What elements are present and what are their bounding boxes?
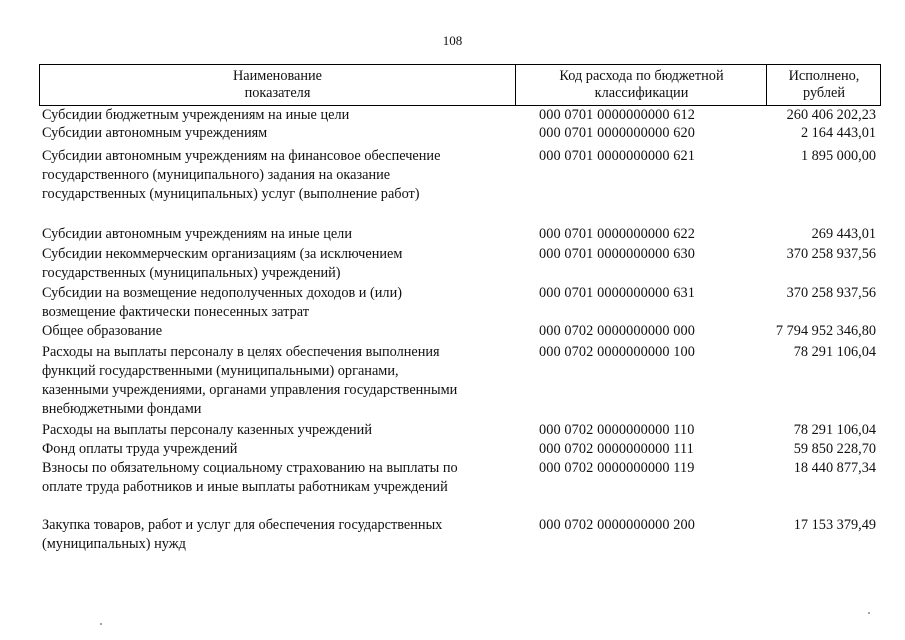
- header-name-line2: показателя: [244, 85, 311, 101]
- row-name: [42, 421, 517, 440]
- row-name: [42, 124, 517, 143]
- row-code: 000 0702 0000000000 110: [539, 422, 695, 438]
- row-name-line: внебюджетными фондами: [42, 401, 202, 417]
- row-name-line: государственных (муниципальных) услуг (выполнение работ): [42, 186, 420, 202]
- header-name-line1: Наименование: [232, 68, 323, 84]
- row-name-line: возмещение фактически понесенных затрат: [42, 304, 309, 320]
- row-code: 000 0702 0000000000 100: [539, 344, 695, 360]
- row-name-line: государственных (муниципальных) учреждений): [42, 265, 341, 281]
- row-value: 59 850 228,70: [793, 441, 876, 457]
- row-name-line: Расходы на выплаты персоналу казенных учреждений: [42, 422, 372, 438]
- row-name-line: казенными учреждениями, органами управления государственными: [42, 382, 458, 398]
- row-name-line: Закупка товаров, работ и услуг для обеспечения государственных: [42, 517, 443, 533]
- header-value-cell: [766, 65, 881, 105]
- row-code: 000 0701 0000000000 621: [539, 148, 695, 164]
- row-code: 000 0702 0000000000 119: [539, 460, 695, 476]
- row-value: 78 291 106,04: [793, 344, 876, 360]
- scan-speck: [100, 623, 102, 625]
- row-name: [42, 225, 517, 244]
- header-value: Исполнено, рублей: [788, 68, 860, 101]
- row-name-line: Субсидии автономным учреждениям: [42, 125, 268, 141]
- row-code: 000 0701 0000000000 622: [539, 226, 695, 242]
- header-name-cell: [40, 65, 515, 105]
- row-value: 78 291 106,04: [793, 422, 876, 438]
- header-code-cell: [515, 65, 767, 105]
- header-code-line1: Код расхода по бюджетной: [559, 68, 724, 84]
- row-name-line: Общее образование: [42, 323, 163, 339]
- row-code: 000 0701 0000000000 630: [539, 246, 695, 262]
- page-number: 108: [442, 33, 463, 48]
- row-name-line: Расходы на выплаты персоналу в целях обеспечения выполнения: [42, 344, 440, 360]
- row-name-line: Субсидии бюджетным учреждениям на иные цели: [42, 107, 350, 123]
- row-code: 000 0702 0000000000 200: [539, 517, 695, 533]
- scan-speck: [868, 612, 870, 614]
- row-value: 260 406 202,23: [786, 107, 876, 123]
- row-code: 000 0701 0000000000 612: [539, 107, 695, 123]
- row-value: 17 153 379,49: [793, 517, 876, 533]
- row-name-line: функций государственными (муниципальными) органами,: [42, 363, 399, 379]
- row-name: [42, 106, 517, 125]
- row-name-line: Фонд оплаты труда учреждений: [42, 441, 238, 457]
- row-value: 1 895 000,00: [800, 148, 876, 164]
- row-name: [42, 343, 517, 419]
- row-name-line: Субсидии некоммерческим организациям (за исключением: [42, 246, 403, 262]
- row-name-line: Субсидии на возмещение недополученных доходов и (или): [42, 285, 402, 301]
- row-value: 269 443,01: [811, 226, 876, 242]
- row-name: [42, 147, 517, 204]
- row-value: 2 164 443,01: [800, 125, 876, 141]
- row-name: [42, 440, 517, 459]
- row-code: 000 0702 0000000000 111: [539, 441, 694, 457]
- row-name: [42, 284, 517, 322]
- row-name: [42, 459, 517, 497]
- row-name-line: Субсидии автономным учреждениям на иные цели: [42, 226, 352, 242]
- row-name: [42, 322, 517, 341]
- row-name-line: государственного (муниципального) задания на оказание: [42, 167, 391, 183]
- row-name: [42, 245, 517, 283]
- row-value: 18 440 877,34: [793, 460, 876, 476]
- row-code: 000 0701 0000000000 620: [539, 125, 695, 141]
- row-code: 000 0702 0000000000 000: [539, 323, 695, 339]
- row-name: [42, 516, 517, 554]
- row-code: 000 0701 0000000000 631: [539, 285, 695, 301]
- row-name-line: оплате труда работников и иные выплаты работникам учреждений: [42, 479, 448, 495]
- row-name-line: Взносы по обязательному социальному страхованию на выплаты по: [42, 460, 458, 476]
- table-header: [39, 64, 881, 106]
- row-name-line: (муниципальных) нужд: [42, 536, 186, 552]
- header-code-line2: классификации: [594, 85, 689, 101]
- row-value: 370 258 937,56: [786, 285, 876, 301]
- row-value: 7 794 952 346,80: [775, 323, 876, 339]
- row-value: 370 258 937,56: [786, 246, 876, 262]
- row-name-line: Субсидии автономным учреждениям на финансовое обеспечение: [42, 148, 441, 164]
